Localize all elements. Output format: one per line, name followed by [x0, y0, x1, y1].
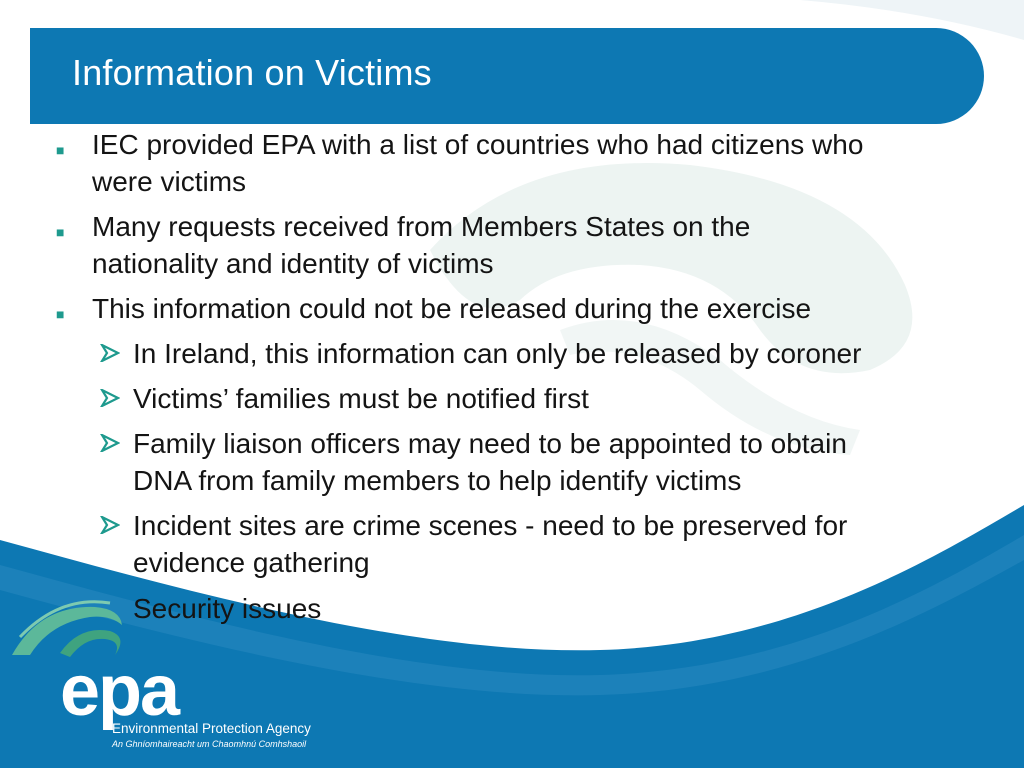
sub-bullet-2-line-1: Victims’ families must be notified first [133, 383, 589, 414]
slide-title: Information on Victims [72, 52, 432, 93]
square-bullet-icon: ■ [56, 224, 65, 240]
arrow-bullet-icon [100, 434, 120, 452]
sub-bullet-5-line-1: Security issues [133, 593, 322, 624]
bullet-1-line-2: were victims [92, 166, 247, 197]
arrow-bullet-icon [100, 344, 120, 362]
bullet-3-line-1: This information could not be released during the exercise [92, 293, 812, 324]
bullet-1 [92, 126, 863, 200]
arrow-bullet-icon [100, 389, 120, 407]
bullet-2-line-2: nationality and identity of victims [92, 248, 494, 279]
sub-bullet-3-line-1: Family liaison officers may need to be appointed to obtain [133, 428, 847, 459]
logo-wordmark: epa [60, 651, 179, 731]
bullet-3 [92, 290, 811, 327]
epa-logo [0, 595, 320, 760]
sub-bullet-2 [133, 380, 589, 417]
bullet-2-line-1: Many requests received from Members States on the [92, 211, 751, 242]
sub-bullet-4-line-2: evidence gathering [133, 547, 370, 578]
bullet-2 [92, 208, 750, 282]
square-bullet-icon: ■ [56, 306, 65, 322]
logo-agency-name: Environmental Protection Agency [112, 721, 311, 736]
sub-bullet-3 [133, 425, 847, 499]
logo-irish-name: An Ghníomhaireacht um Chaomhnú Comhshaoil [112, 739, 307, 749]
square-bullet-icon: ■ [56, 142, 65, 158]
swoosh-emblem-icon [12, 602, 122, 657]
sub-bullet-4-line-1: Incident sites are crime scenes - need to be preserved for [133, 510, 848, 541]
sub-bullet-4 [133, 507, 847, 581]
bullet-1-line-1: IEC provided EPA with a list of countries who had citizens who [92, 129, 864, 160]
arrow-bullet-icon [100, 516, 120, 534]
sub-bullet-3-line-2: DNA from family members to help identify victims [133, 465, 742, 496]
sub-bullet-1-line-1: In Ireland, this information can only be released by coroner [133, 338, 862, 369]
sub-bullet-1 [133, 335, 861, 372]
